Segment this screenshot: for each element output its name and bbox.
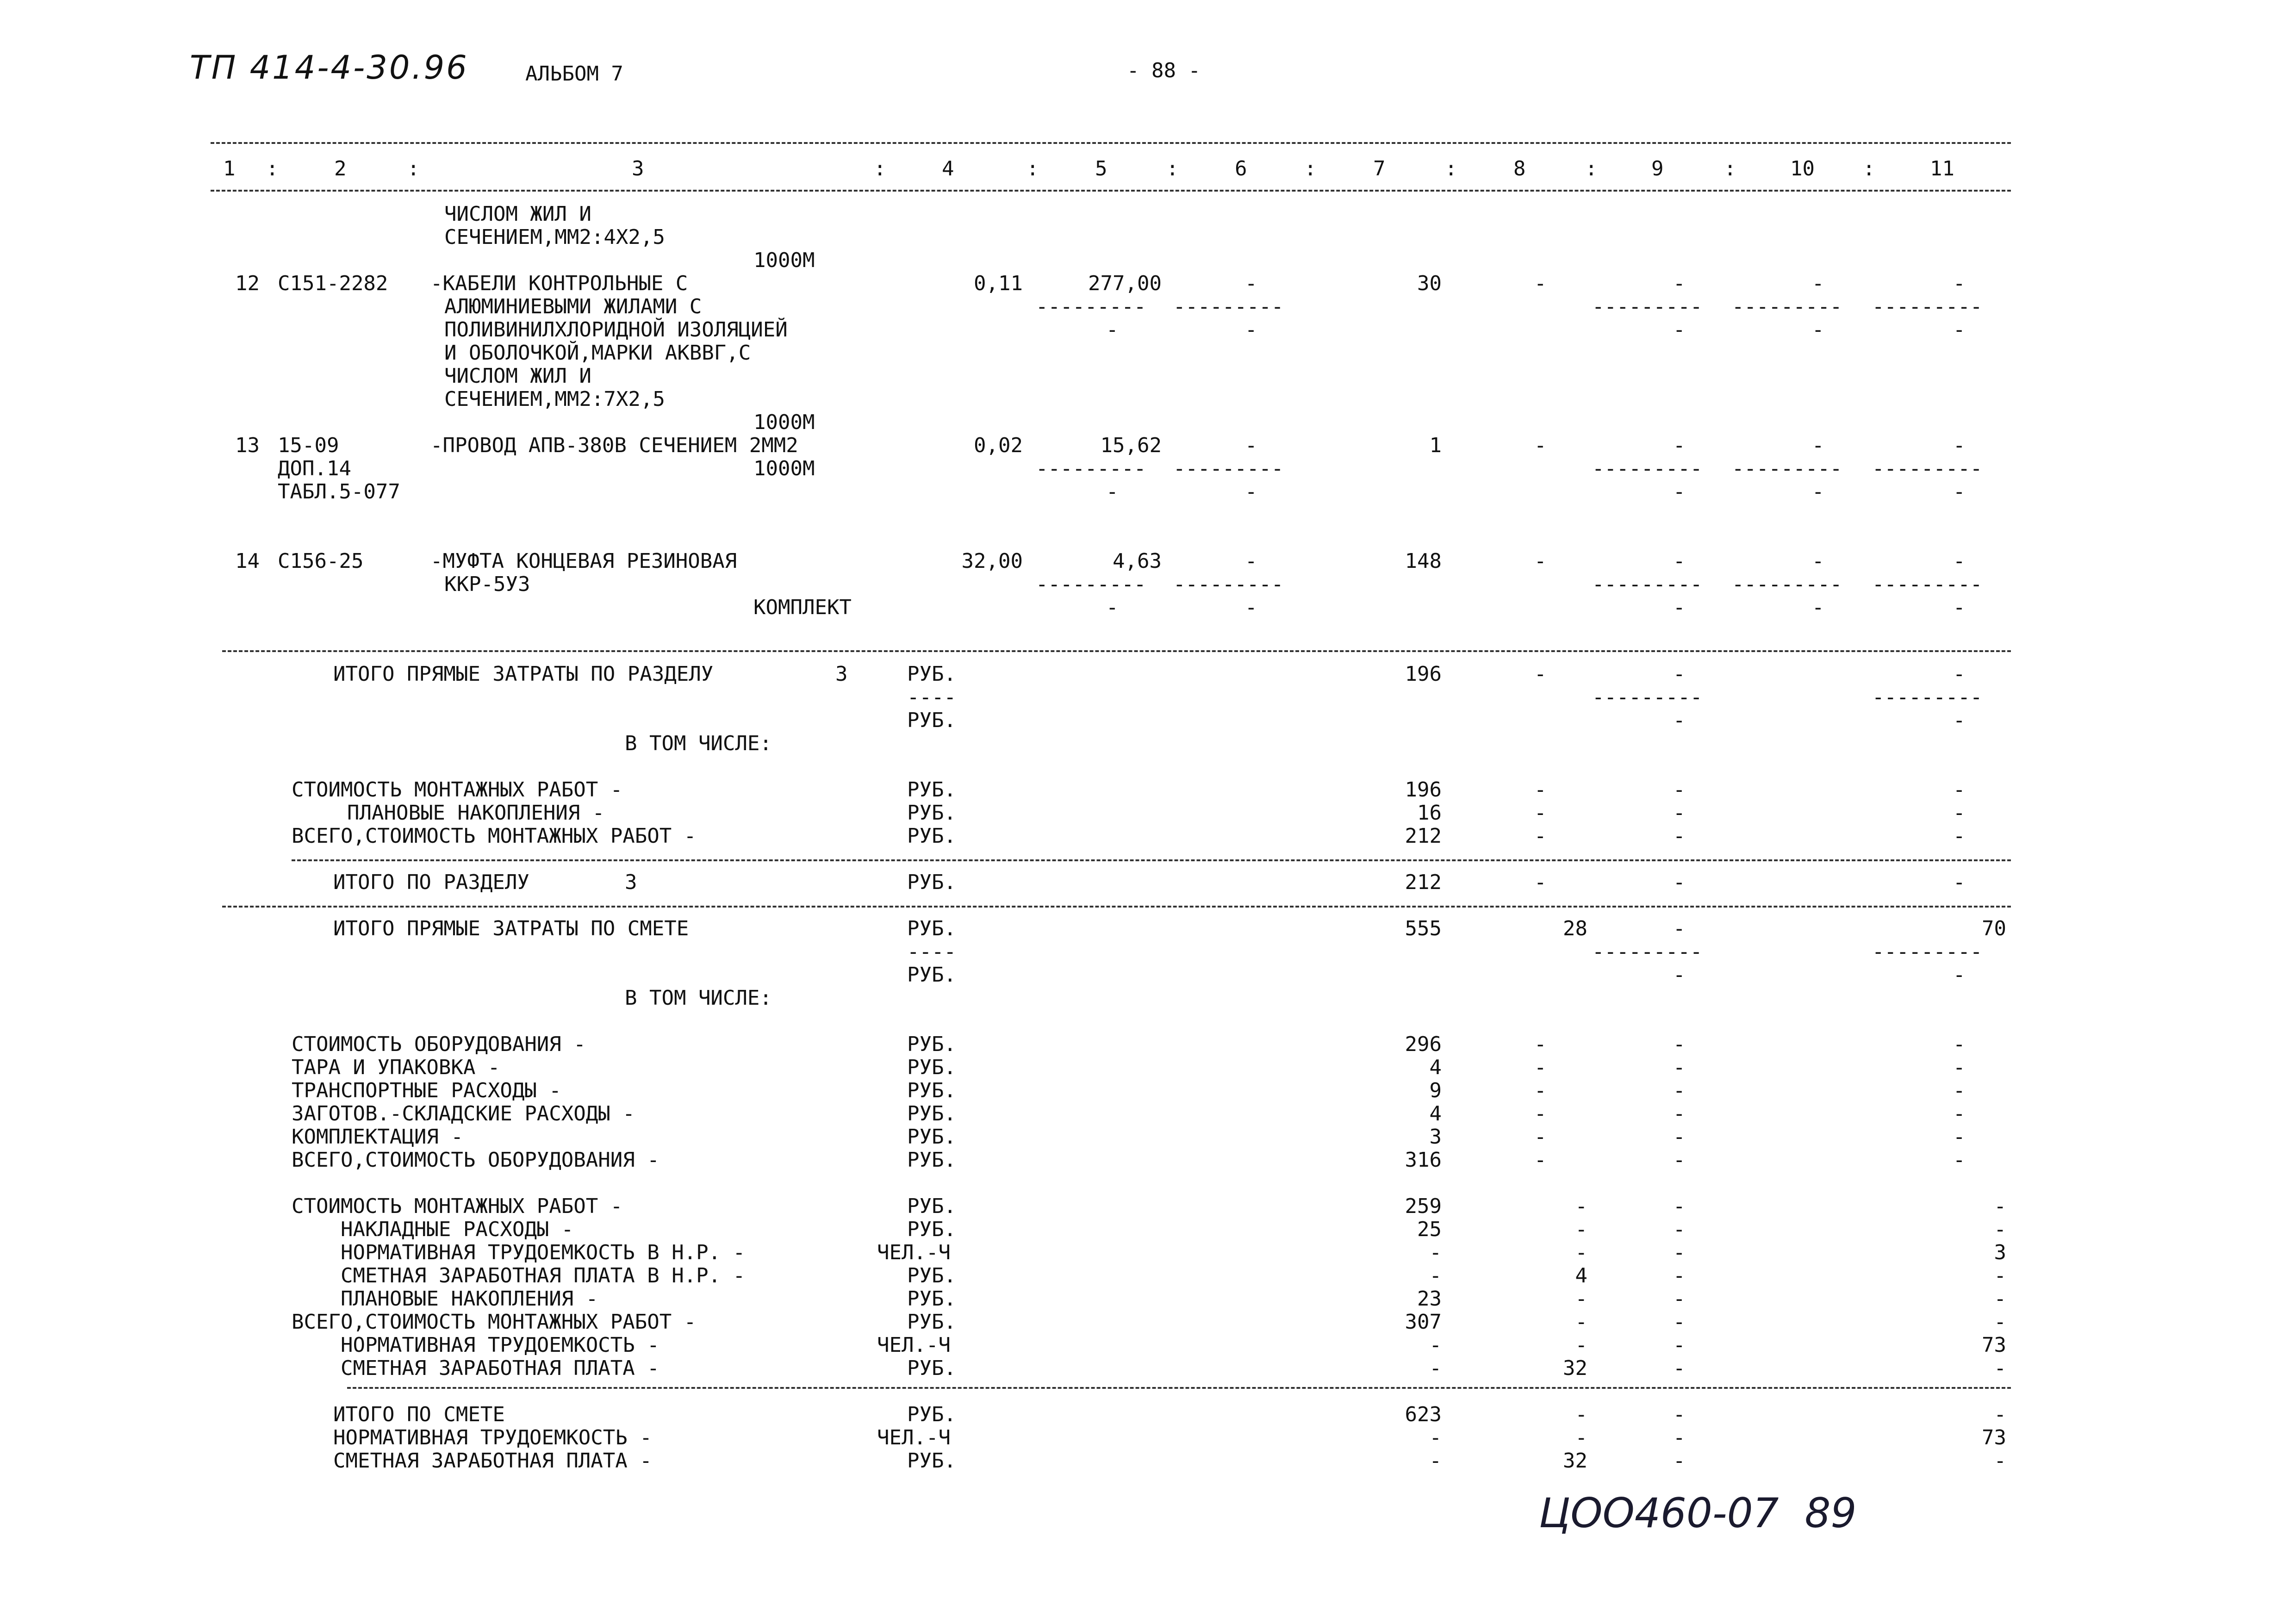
col-num-1: 1: [223, 157, 236, 180]
summary-value: 3: [1994, 1241, 2006, 1264]
dash-line: ---------: [1036, 572, 1146, 596]
dash: -: [1953, 824, 1966, 848]
dash-line: ---------: [1732, 295, 1842, 318]
item-code: 15-09: [278, 434, 339, 457]
summary-label: НОРМАТИВНАЯ ТРУДОЕМКОСТЬ -: [292, 1333, 660, 1357]
summary-value: -: [1575, 1333, 1587, 1357]
col-sep: :: [1027, 157, 1039, 180]
summary-value: -: [1429, 1333, 1442, 1357]
dash-line: ---------: [1592, 295, 1703, 318]
summary-value: 196: [1405, 662, 1442, 686]
col-num-8: 8: [1513, 157, 1526, 180]
item-qty: 0,02: [974, 434, 1023, 457]
dash: -: [1953, 778, 1966, 802]
summary-value: -: [1994, 1194, 2006, 1218]
summary-value: 3: [1429, 1125, 1442, 1149]
dash: -: [1673, 1356, 1686, 1380]
section-number: 3: [835, 662, 848, 686]
summary-label: СТОИМОСТЬ МОНТАЖНЫХ РАБОТ -: [292, 778, 623, 802]
unit-label: РУБ.: [907, 778, 956, 802]
col-num-11: 11: [1930, 157, 1954, 180]
dash-line: ---------: [1173, 572, 1284, 596]
dash: -: [1673, 662, 1686, 686]
summary-label: СТОИМОСТЬ МОНТАЖНЫХ РАБОТ -: [292, 1194, 623, 1218]
dash: -: [1673, 549, 1686, 573]
summary-label: ТРАНСПОРТНЫЕ РАСХОДЫ -: [292, 1079, 561, 1102]
summary-value: -: [1994, 1287, 2006, 1311]
dash: -: [1953, 801, 1966, 825]
col-num-9: 9: [1651, 157, 1664, 180]
summary-label: ВСЕГО,СТОИМОСТЬ МОНТАЖНЫХ РАБОТ -: [292, 1310, 697, 1334]
summary-value: 555: [1405, 917, 1442, 940]
summary-value: 4: [1429, 1056, 1442, 1079]
dash-line: ---------: [1592, 572, 1703, 596]
summary-label: ВСЕГО,СТОИМОСТЬ МОНТАЖНЫХ РАБОТ -: [292, 824, 697, 848]
dash: -: [1953, 871, 1966, 894]
prev-item-desc: СЕЧЕНИЕМ,ММ2:4Х2,5: [444, 225, 665, 249]
unit-label: ЧЕЛ.-Ч: [877, 1241, 951, 1264]
item-desc: -ПРОВОД АПВ-380В СЕЧЕНИЕМ 2ММ2: [430, 434, 798, 457]
unit-label: РУБ.: [907, 662, 956, 686]
dash: -: [1245, 596, 1257, 619]
dash: -: [1673, 1194, 1686, 1218]
unit-label: РУБ.: [907, 1032, 956, 1056]
unit-label: РУБ.: [907, 801, 956, 825]
summary-label: НОРМАТИВНАЯ ТРУДОЕМКОСТЬ -: [333, 1426, 652, 1449]
dash: -: [1673, 318, 1686, 342]
item-desc: ЧИСЛОМ ЖИЛ И: [444, 364, 591, 388]
dash: -: [1953, 1032, 1966, 1056]
dash: -: [1673, 1079, 1686, 1102]
summary-value: -: [1575, 1403, 1587, 1426]
section-rule: [222, 650, 2011, 652]
summary-value: 16: [1417, 801, 1442, 825]
summary-label: СТОИМОСТЬ ОБОРУДОВАНИЯ -: [292, 1032, 586, 1056]
dash: -: [1534, 778, 1547, 802]
dash: -: [1673, 1449, 1686, 1473]
section-number: 3: [625, 871, 637, 894]
section-rule: [347, 1387, 2011, 1389]
dash-line: ----: [907, 685, 956, 709]
including-label: В ТОМ ЧИСЛЕ:: [625, 732, 772, 755]
page-number: - 88 -: [1127, 59, 1201, 82]
summary-value: 296: [1405, 1032, 1442, 1056]
dash: -: [1673, 434, 1686, 457]
table-top-rule: [211, 142, 2011, 144]
summary-value: -: [1429, 1449, 1442, 1473]
summary-value: -: [1994, 1264, 2006, 1287]
col-num-5: 5: [1095, 157, 1108, 180]
summary-value: 73: [1982, 1426, 2006, 1449]
dash: -: [1673, 824, 1686, 848]
unit-label: РУБ.: [907, 1102, 956, 1126]
summary-value: 32: [1563, 1356, 1587, 1380]
summary-value: -: [1575, 1218, 1587, 1241]
item-code: ТАБЛ.5-077: [278, 480, 400, 504]
handwritten-inventory-number: ЦОО460-07 89: [1539, 1489, 1857, 1537]
summary-label: НОРМАТИВНАЯ ТРУДОЕМКОСТЬ В Н.Р. -: [292, 1241, 746, 1264]
dash-line: ---------: [1592, 457, 1703, 480]
dash: -: [1534, 871, 1547, 894]
prev-item-unit: 1000М: [753, 249, 815, 272]
section-rule: [292, 859, 2011, 861]
summary-value: 196: [1405, 778, 1442, 802]
including-label: В ТОМ ЧИСЛЕ:: [625, 986, 772, 1010]
summary-value: 4: [1429, 1102, 1442, 1126]
dash: -: [1953, 1125, 1966, 1149]
unit-label: РУБ.: [907, 1356, 956, 1380]
summary-label: ПЛАНОВЫЕ НАКОПЛЕНИЯ -: [292, 1287, 598, 1311]
dash: -: [1953, 1079, 1966, 1102]
item-desc: ККР-5У3: [444, 572, 530, 596]
unit-label: РУБ.: [907, 1125, 956, 1149]
summary-value: -: [1994, 1449, 2006, 1473]
dash: -: [1106, 480, 1119, 504]
summary-label: ИТОГО ПРЯМЫЕ ЗАТРАТЫ ПО РАЗДЕЛУ: [333, 662, 714, 686]
dash: -: [1953, 596, 1966, 619]
dash: -: [1534, 1032, 1547, 1056]
dash: -: [1673, 871, 1686, 894]
item-desc: СЕЧЕНИЕМ,ММ2:7Х2,5: [444, 387, 665, 411]
dash: -: [1534, 1102, 1547, 1126]
summary-value: 212: [1405, 824, 1442, 848]
unit-label: РУБ.: [907, 1449, 956, 1473]
col-sep: :: [1863, 157, 1875, 180]
item-desc: АЛЮМИНИЕВЫМИ ЖИЛАМИ С: [444, 295, 702, 318]
col-num-4: 4: [942, 157, 954, 180]
item-number: 12: [235, 272, 260, 295]
item-price: 277,00: [1088, 272, 1162, 295]
summary-value: 25: [1417, 1218, 1442, 1241]
prev-item-desc: ЧИСЛОМ ЖИЛ И: [444, 202, 591, 226]
dash: -: [1106, 318, 1119, 342]
summary-value: -: [1429, 1264, 1442, 1287]
col-num-3: 3: [632, 157, 644, 180]
summary-value: -: [1994, 1310, 2006, 1334]
summary-value: 259: [1405, 1194, 1442, 1218]
col-num-10: 10: [1790, 157, 1815, 180]
dash: -: [1534, 272, 1547, 295]
summary-label: ИТОГО ПРЯМЫЕ ЗАТРАТЫ ПО СМЕТЕ: [333, 917, 689, 940]
summary-label: ИТОГО ПО РАЗДЕЛУ: [333, 871, 529, 894]
summary-value: -: [1575, 1194, 1587, 1218]
dash-line: ---------: [1872, 685, 1983, 709]
dash: -: [1673, 1287, 1686, 1311]
dash: -: [1245, 318, 1257, 342]
col-num-7: 7: [1373, 157, 1386, 180]
dash: -: [1673, 1333, 1686, 1357]
summary-label: ВСЕГО,СТОИМОСТЬ ОБОРУДОВАНИЯ -: [292, 1148, 660, 1172]
item-desc: -МУФТА КОНЦЕВАЯ РЕЗИНОВАЯ: [430, 549, 737, 573]
unit-label: РУБ.: [907, 963, 956, 987]
dash: -: [1534, 1148, 1547, 1172]
summary-label: СМЕТНАЯ ЗАРАБОТНАЯ ПЛАТА В Н.Р. -: [292, 1264, 746, 1287]
summary-value: -: [1994, 1356, 2006, 1380]
item-unit: 1000М: [753, 457, 815, 480]
dash: -: [1673, 1148, 1686, 1172]
col-sep: :: [407, 157, 420, 180]
dash: -: [1673, 1125, 1686, 1149]
col-num-2: 2: [334, 157, 347, 180]
summary-value: -: [1429, 1241, 1442, 1264]
item-code: С151-2282: [278, 272, 388, 295]
summary-value: 73: [1982, 1333, 2006, 1357]
dash: -: [1245, 434, 1257, 457]
dash: -: [1534, 1125, 1547, 1149]
dash: -: [1106, 596, 1119, 619]
unit-label: ЧЕЛ.-Ч: [877, 1426, 951, 1449]
summary-value: -: [1575, 1310, 1587, 1334]
unit-label: РУБ.: [907, 1148, 956, 1172]
summary-value: 307: [1405, 1310, 1442, 1334]
dash: -: [1953, 272, 1966, 295]
dash-line: ---------: [1872, 457, 1983, 480]
unit-label: РУБ.: [907, 1310, 956, 1334]
album-label: АЛЬБОМ 7: [525, 62, 623, 86]
dash: -: [1534, 824, 1547, 848]
item-code: С156-25: [278, 549, 364, 573]
summary-label: СМЕТНАЯ ЗАРАБОТНАЯ ПЛАТА -: [292, 1356, 660, 1380]
summary-value: -: [1994, 1403, 2006, 1426]
item-total: 148: [1405, 549, 1442, 573]
item-total: 1: [1429, 434, 1442, 457]
dash: -: [1673, 917, 1686, 940]
item-price: 15,62: [1100, 434, 1162, 457]
dash: -: [1953, 1148, 1966, 1172]
item-qty: 0,11: [974, 272, 1023, 295]
dash: -: [1812, 434, 1824, 457]
dash-line: ---------: [1592, 940, 1703, 964]
unit-label: РУБ.: [907, 1194, 956, 1218]
dash: -: [1673, 480, 1686, 504]
col-sep: :: [1166, 157, 1179, 180]
dash-line: ---------: [1732, 572, 1842, 596]
col-sep: :: [1585, 157, 1598, 180]
dash: -: [1812, 549, 1824, 573]
summary-label: ТАРА И УПАКОВКА -: [292, 1056, 500, 1079]
unit-label: РУБ.: [907, 1403, 956, 1426]
dash: -: [1673, 1403, 1686, 1426]
item-price: 4,63: [1113, 549, 1162, 573]
dash: -: [1534, 549, 1547, 573]
dash: -: [1673, 596, 1686, 619]
item-desc: ПОЛИВИНИЛХЛОРИДНОЙ ИЗОЛЯЦИЕЙ: [444, 318, 788, 342]
summary-label: ЗАГОТОВ.-СКЛАДСКИЕ РАСХОДЫ -: [292, 1102, 635, 1126]
dash-line: ---------: [1173, 295, 1284, 318]
unit-label: РУБ.: [907, 871, 956, 894]
summary-value: -: [1575, 1426, 1587, 1449]
dash: -: [1673, 801, 1686, 825]
unit-label: РУБ.: [907, 1287, 956, 1311]
dash-line: ---------: [1036, 295, 1146, 318]
header-bottom-rule: [211, 190, 2011, 192]
dash-line: ---------: [1872, 940, 1983, 964]
dash: -: [1953, 480, 1966, 504]
dash: -: [1673, 1310, 1686, 1334]
item-desc: -КАБЕЛИ КОНТРОЛЬНЫЕ С: [430, 272, 688, 295]
summary-value: 9: [1429, 1079, 1442, 1102]
dash: -: [1812, 596, 1824, 619]
dash: -: [1812, 318, 1824, 342]
dash: -: [1673, 1032, 1686, 1056]
dash: -: [1953, 1056, 1966, 1079]
unit-label: РУБ.: [907, 1056, 956, 1079]
dash: -: [1673, 1218, 1686, 1241]
dash: -: [1673, 272, 1686, 295]
summary-value: 28: [1563, 917, 1587, 940]
unit-label: РУБ.: [907, 1079, 956, 1102]
dash: -: [1673, 1241, 1686, 1264]
dash: -: [1673, 1264, 1686, 1287]
document-code: ТП 414-4-30.96: [190, 49, 469, 87]
dash-line: ---------: [1036, 457, 1146, 480]
dash: -: [1534, 662, 1547, 686]
unit-label: РУБ.: [907, 709, 956, 732]
summary-value: 32: [1563, 1449, 1587, 1473]
dash: -: [1673, 1426, 1686, 1449]
summary-value: -: [1429, 1356, 1442, 1380]
dash: -: [1245, 272, 1257, 295]
col-sep: :: [1724, 157, 1736, 180]
summary-value: -: [1575, 1241, 1587, 1264]
summary-value: -: [1994, 1218, 2006, 1241]
summary-value: 316: [1405, 1148, 1442, 1172]
dash: -: [1245, 480, 1257, 504]
col-sep: :: [1304, 157, 1317, 180]
col-sep: :: [266, 157, 279, 180]
dash: -: [1953, 963, 1966, 987]
dash: -: [1953, 549, 1966, 573]
dash: -: [1812, 480, 1824, 504]
col-sep: :: [1445, 157, 1457, 180]
dash: -: [1534, 1079, 1547, 1102]
summary-value: 623: [1405, 1403, 1442, 1426]
summary-label: ПЛАНОВЫЕ НАКОПЛЕНИЯ -: [347, 801, 605, 825]
dash: -: [1673, 778, 1686, 802]
item-unit: 1000М: [753, 410, 815, 434]
item-unit: КОМПЛЕКТ: [753, 596, 852, 619]
summary-label: ИТОГО ПО СМЕТЕ: [333, 1403, 505, 1426]
item-code: ДОП.14: [278, 457, 351, 480]
dash: -: [1953, 662, 1966, 686]
unit-label: ЧЕЛ.-Ч: [877, 1333, 951, 1357]
dash-line: ---------: [1872, 572, 1983, 596]
summary-value: 70: [1982, 917, 2006, 940]
item-total: 30: [1417, 272, 1442, 295]
item-desc: И ОБОЛОЧКОЙ,МАРКИ АКВВГ,С: [444, 341, 751, 365]
unit-label: РУБ.: [907, 824, 956, 848]
dash-line: ---------: [1872, 295, 1983, 318]
summary-value: -: [1429, 1426, 1442, 1449]
dash-line: ----: [907, 940, 956, 964]
dash: -: [1245, 549, 1257, 573]
item-qty: 32,00: [961, 549, 1023, 573]
dash: -: [1534, 801, 1547, 825]
dash: -: [1673, 1056, 1686, 1079]
dash: -: [1953, 434, 1966, 457]
summary-value: 4: [1575, 1264, 1587, 1287]
dash: -: [1673, 1102, 1686, 1126]
section-rule: [222, 906, 2011, 908]
unit-label: РУБ.: [907, 1218, 956, 1241]
dash: -: [1673, 709, 1686, 732]
summary-value: 23: [1417, 1287, 1442, 1311]
dash: -: [1953, 709, 1966, 732]
col-num-6: 6: [1235, 157, 1247, 180]
dash: -: [1953, 1102, 1966, 1126]
dash-line: ---------: [1592, 685, 1703, 709]
dash: -: [1673, 963, 1686, 987]
unit-label: РУБ.: [907, 1264, 956, 1287]
summary-label: НАКЛАДНЫЕ РАСХОДЫ -: [292, 1218, 574, 1241]
summary-label: СМЕТНАЯ ЗАРАБОТНАЯ ПЛАТА -: [333, 1449, 652, 1473]
dash-line: ---------: [1173, 457, 1284, 480]
summary-value: 212: [1405, 871, 1442, 894]
summary-label: КОМПЛЕКТАЦИЯ -: [292, 1125, 463, 1149]
unit-label: РУБ.: [907, 917, 956, 940]
summary-value: -: [1575, 1287, 1587, 1311]
dash: -: [1534, 1056, 1547, 1079]
dash: -: [1534, 434, 1547, 457]
col-sep: :: [874, 157, 886, 180]
dash-line: ---------: [1732, 457, 1842, 480]
item-number: 13: [235, 434, 260, 457]
item-number: 14: [235, 549, 260, 573]
dash: -: [1953, 318, 1966, 342]
dash: -: [1812, 272, 1824, 295]
